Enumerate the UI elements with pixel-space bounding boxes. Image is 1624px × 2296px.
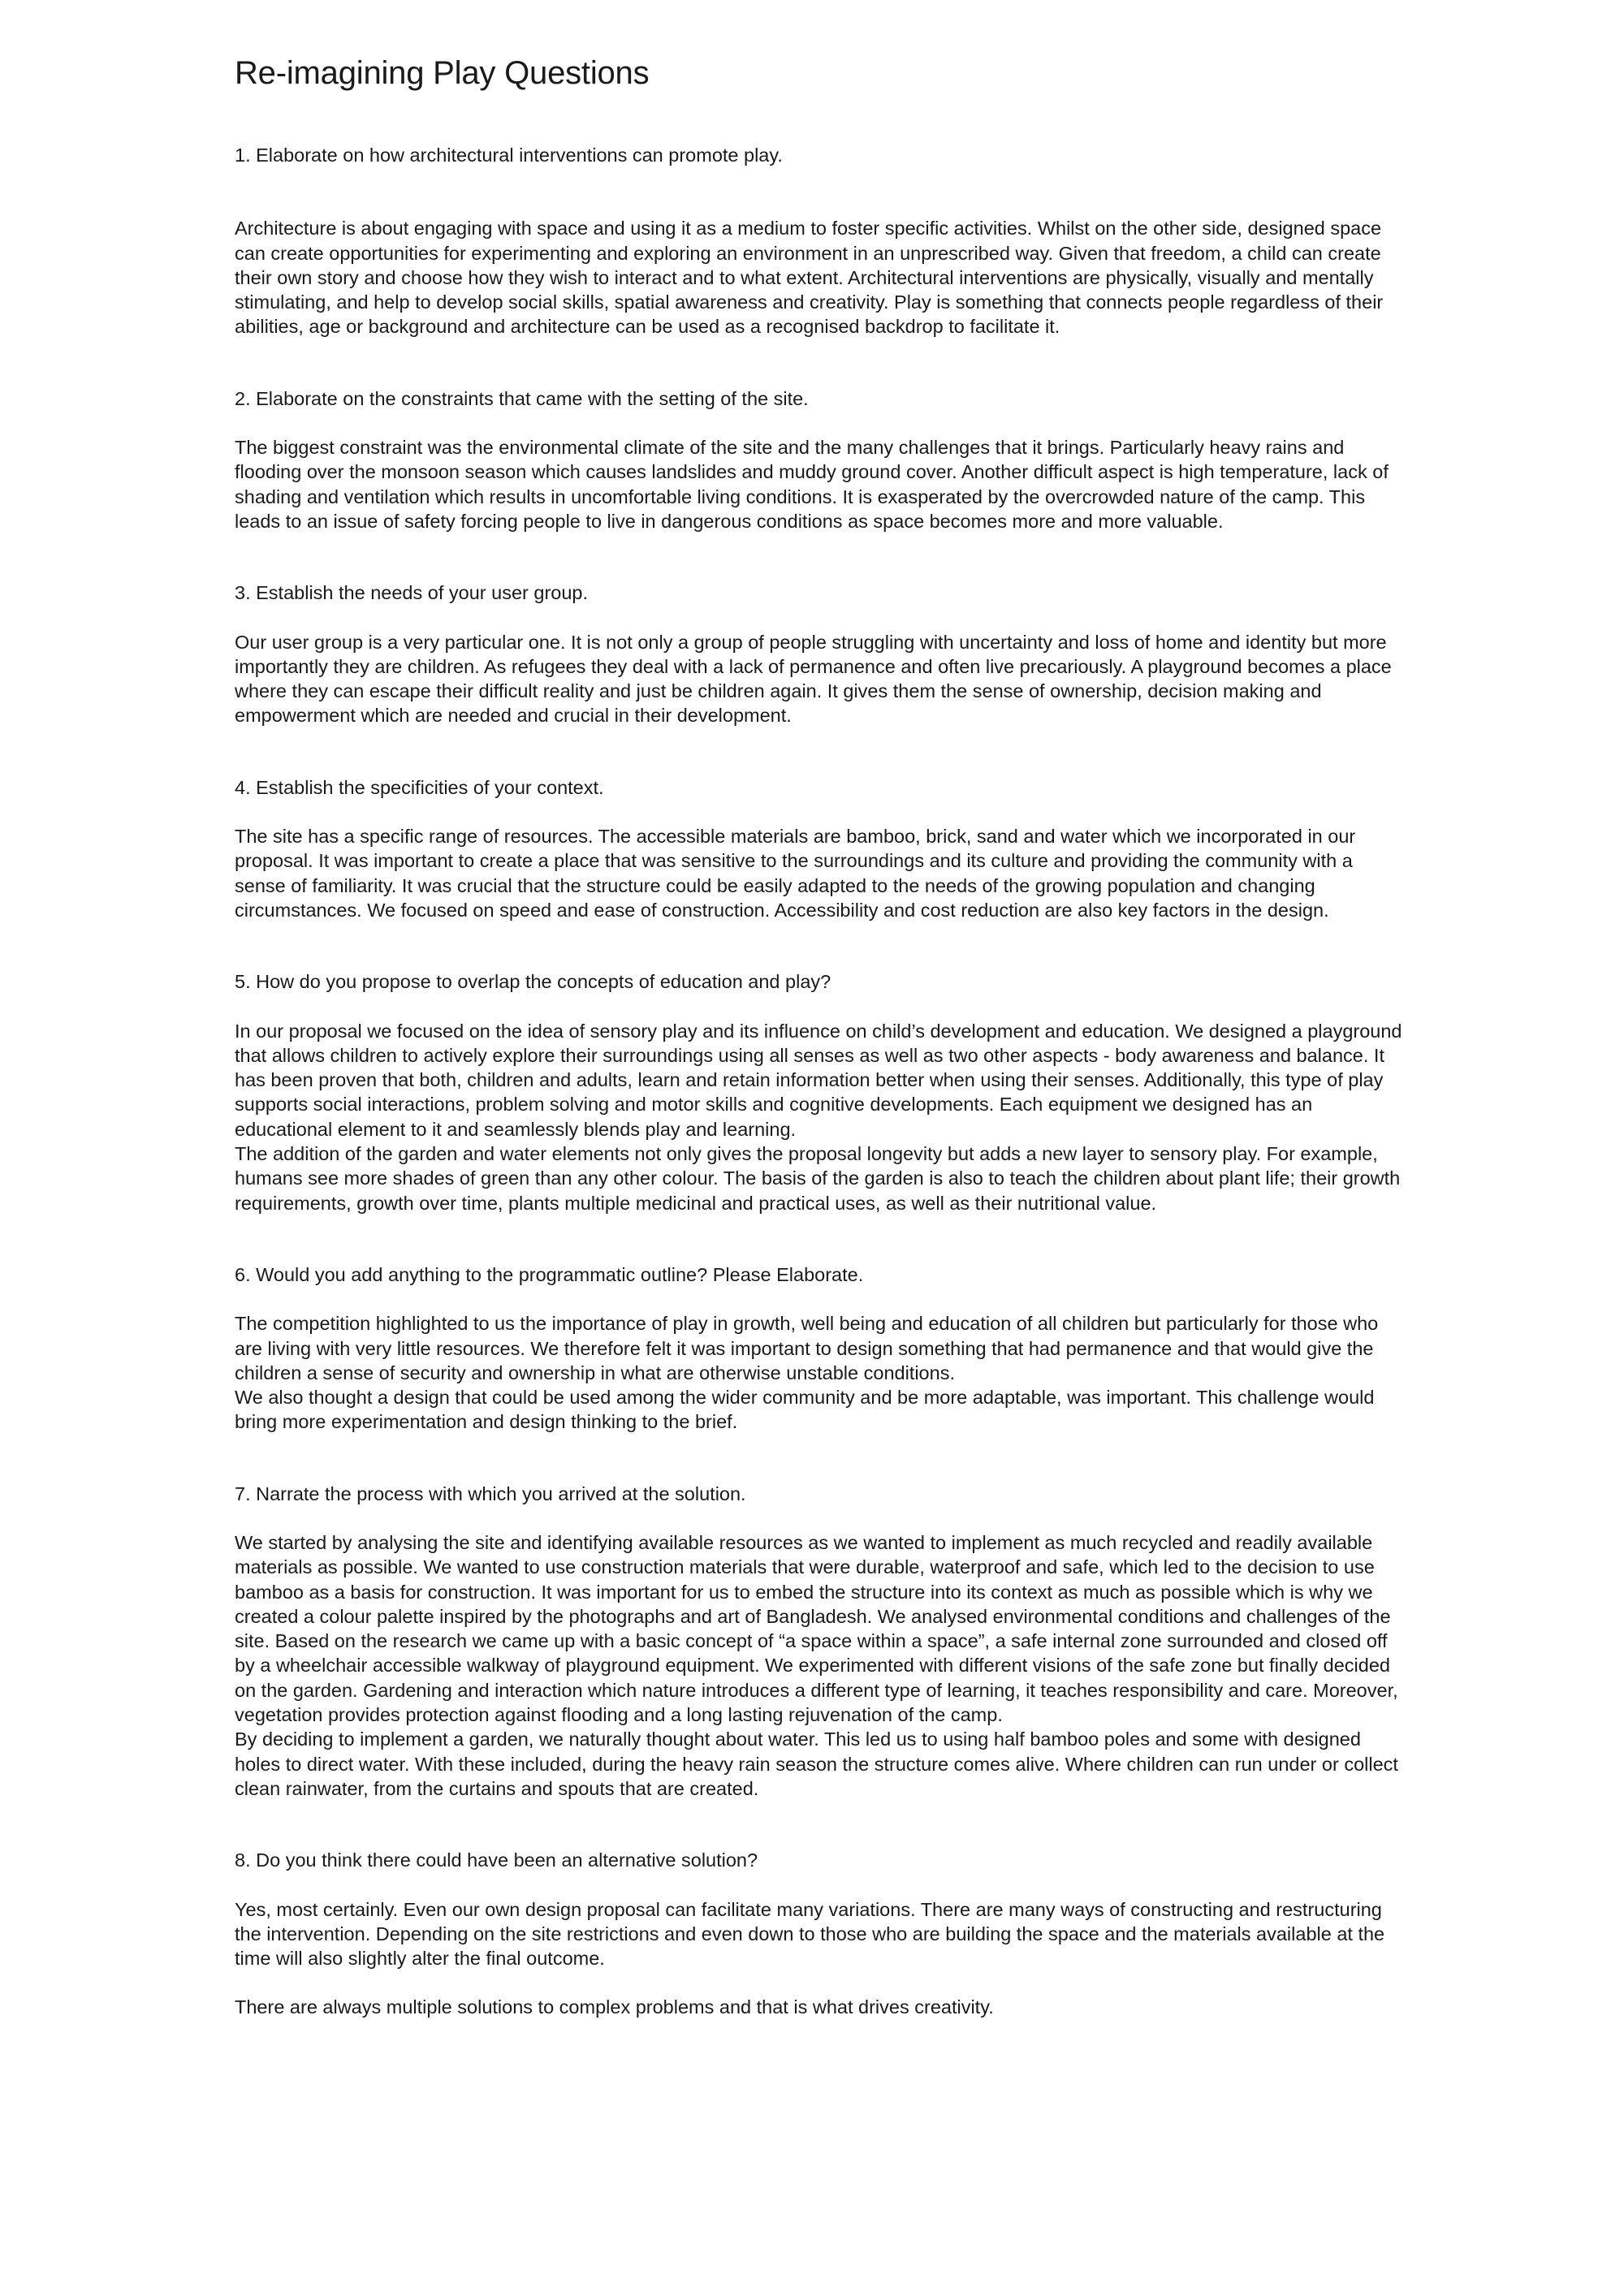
answer-paragraph: Architecture is about engaging with space and using it as a medium to foster specific activities. Whilst on the other side, designed space can create opportunities for experimenting and exploring an environment in an unprescribed way. Given that freedom, a child can create their own story and choose how they wish to interact and to what extent. Architectural interventions are physically, visually and mentally stimulating, and help to develop social skills, spatial awareness and creativity. Play is something that connects people regardless of their abilities, age or background and architecture can be used as a recognised backdrop to facilitate it. xyxy=(235,218,1384,338)
answer-5 xyxy=(235,1019,1404,1215)
question-3: 3. Establish the needs of your user group. xyxy=(235,582,589,604)
answer-paragraph: Our user group is a very particular one. It is not only a group of people struggling with uncertainty and loss of home and identity but more importantly they are children. As refugees they deal with a lack of permanence and often live precariously. A playground becomes a place where they can escape their difficult reality and just be children again. It gives them the sense of ownership, decision making and empowerment which are needed and crucial in their development. xyxy=(235,631,1392,727)
question-section-8 xyxy=(235,1848,1404,2019)
question-5: 5. How do you propose to overlap the concepts of education and play? xyxy=(235,971,831,993)
question-8: 8. Do you think there could have been an alternative solution? xyxy=(235,1849,758,1871)
answer-paragraph: The addition of the garden and water elements not only gives the proposal longevity but adds a new layer to sensory play. For example, humans see more shades of green than any other colour. The basis of the garden is also to teach the children about plant life; their growth requirements, growth over time, plants multiple medicinal and practical uses, as well as their nutritional value. xyxy=(235,1143,1401,1214)
answer-paragraph: We also thought a design that could be used among the wider community and be more adaptable, was important. This challenge would bring more experimentation and design thinking to the brief. xyxy=(235,1387,1375,1433)
question-section-6 xyxy=(235,1262,1404,1435)
answer-paragraph: Yes, most certainly. Even our own design proposal can facilitate many variations. There are many ways of constructing and restructuring the intervention. Depending on the site restrictions and even down to those who are building the space and the materials available at the time will also slightly alter the final outcome. xyxy=(235,1898,1385,1970)
answer-3 xyxy=(235,630,1404,728)
document-page xyxy=(235,50,1404,2067)
answer-paragraph: By deciding to implement a garden, we naturally thought about water. This led us to using half bamboo poles and some with designed holes to direct water. With these included, during the heavy rain season the structure comes alive. Where children can run under or collect clean rainwater, from the curtains and spouts that are created. xyxy=(235,1728,1398,1799)
question-2: 2. Elaborate on the constraints that came with the setting of the site. xyxy=(235,387,809,409)
question-section-1 xyxy=(235,143,1404,339)
page-title: Re-imagining Play Questions xyxy=(235,55,650,91)
question-4: 4. Establish the specificities of your context. xyxy=(235,776,604,798)
answer-paragraph: The site has a specific range of resources. The accessible materials are bamboo, brick, sand and water which we incorporated in our proposal. It was important to create a place that was sensitive to the surroundings and its culture and providing the community with a sense of familiarity. It was crucial that the structure could be easily adapted to the needs of the growing population and changing circumstances. We focused on speed and ease of construction. Accessibility and cost reduction are also key factors in the design. xyxy=(235,826,1356,921)
answer-8 xyxy=(235,1897,1404,2020)
question-section-5 xyxy=(235,969,1404,1215)
answer-2 xyxy=(235,435,1404,533)
answer-paragraph: The biggest constraint was the environmental climate of the site and the many challenges that it brings. Particularly heavy rains and flooding over the monsoon season which causes landslides and muddy ground cover. Another difficult aspect is high temperature, lack of shading and ventilation which results in uncomfortable living conditions. It is exasperated by the overcrowded nature of the camp. This leads to an issue of safety forcing people to live in dangerous conditions as space becomes more and more valuable. xyxy=(235,437,1389,532)
answer-paragraph: There are always multiple solutions to complex problems and that is what drives creativity. xyxy=(235,1996,994,2018)
answer-paragraph: We started by analysing the site and identifying available resources as we wanted to implement as much recycled and readily available materials as possible. We wanted to use construction materials that were durable, waterproof and safe, which led to the decision to use bamboo as a basis for construction. It was important for us to embed the structure into its context as much as possible which is why we created a colour palette inspired by the photographs and art of Bangladesh. We analysed environmental conditions and challenges of the site. Based on the research we came up with a basic concept of “a space within a space”, a safe internal zone surrounded and closed off by a wheelchair accessible walkway of playground equipment. We experimented with different visions of the safe zone but finally decided on the garden. Gardening and interaction which nature introduces a different type of learning, it teaches responsibility and care. Moreover, vegetation provides protection against flooding and a long lasting rejuvenation of the camp. xyxy=(235,1531,1398,1726)
answer-1 xyxy=(235,216,1404,339)
answer-7 xyxy=(235,1530,1404,1801)
question-6: 6. Would you add anything to the programmatic outline? Please Elaborate. xyxy=(235,1263,864,1285)
question-section-2 xyxy=(235,386,1404,533)
question-section-3 xyxy=(235,580,1404,727)
question-7: 7. Narrate the process with which you arrived at the solution. xyxy=(235,1482,746,1504)
answer-paragraph: The competition highlighted to us the importance of play in growth, well being and education of all children but particularly for those who are living with very little resources. We therefore felt it was important to design something that had permanence and that would give the children a sense of security and ownership in what are otherwise unstable conditions. xyxy=(235,1313,1379,1383)
question-section-4 xyxy=(235,775,1404,922)
answer-4 xyxy=(235,824,1404,922)
question-1: 1. Elaborate on how architectural interventions can promote play. xyxy=(235,145,783,166)
question-section-7 xyxy=(235,1482,1404,1802)
answer-paragraph: In our proposal we focused on the idea of sensory play and its influence on child’s development and education. We designed a playground that allows children to actively explore their surroundings using all senses as well as two other aspects - body awareness and balance. It has been proven that both, children and adults, learn and retain information better when using their senses. Additionally, this type of play supports social interactions, problem solving and motor skills and cognitive developments. Each equipment we designed has an educational element to it and seamlessly blends play and learning. xyxy=(235,1020,1402,1140)
answer-6 xyxy=(235,1311,1404,1434)
